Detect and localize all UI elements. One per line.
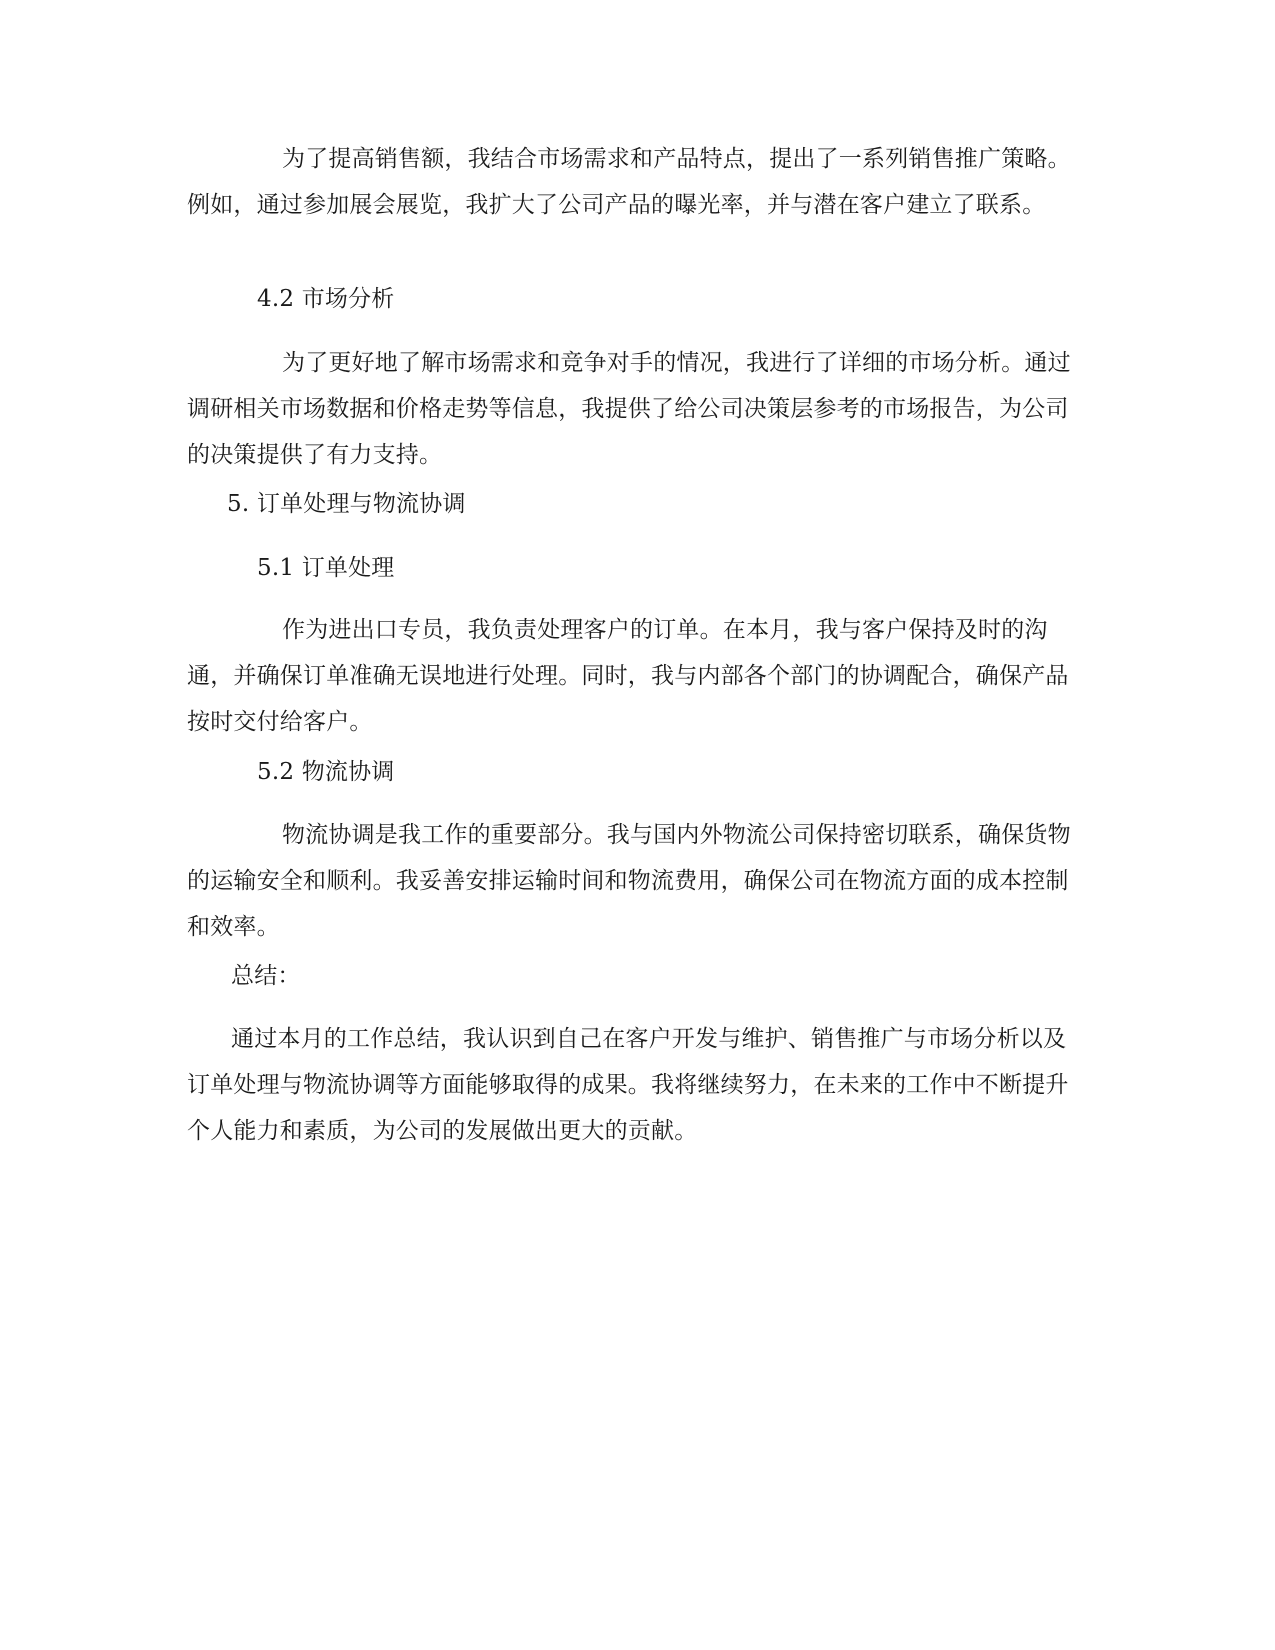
paragraph-summary: 通过本月的工作总结，我认识到自己在客户开发与维护、销售推广与市场分析以及订单处理与物流协调等方面能够取得的成果。我将继续努力，在未来的工作中不断提升个人能力和素质，为公司的发展做出更大的贡献。 — [187, 1026, 1069, 1144]
heading-logistics-coordination: 5.2 物流协调 — [257, 759, 395, 785]
heading-order-logistics: 5. 订单处理与物流协调 — [227, 491, 466, 517]
heading-market-analysis: 4.2 市场分析 — [257, 286, 395, 312]
paragraph-order-processing: 作为进出口专员，我负责处理客户的订单。在本月，我与客户保持及时的沟通，并确保订单准确无误地进行处理。同时，我与内部各个部门的协调配合，确保产品按时交付给客户。 — [187, 617, 1069, 735]
paragraph-sales-promotion: 为了提高销售额，我结合市场需求和产品特点，提出了一系列销售推广策略。例如，通过参加展会展览，我扩大了公司产品的曝光率，并与潜在客户建立了联系。 — [187, 146, 1071, 218]
paragraph-market-analysis: 为了更好地了解市场需求和竞争对手的情况，我进行了详细的市场分析。通过调研相关市场数据和价格走势等信息，我提供了给公司决策层参考的市场报告，为公司的决策提供了有力支持。 — [187, 350, 1071, 468]
summary-label: 总结： — [231, 963, 301, 989]
heading-order-processing: 5.1 订单处理 — [257, 555, 395, 581]
paragraph-logistics-coordination: 物流协调是我工作的重要部分。我与国内外物流公司保持密切联系，确保货物的运输安全和顺利。我妥善安排运输时间和物流费用，确保公司在物流方面的成本控制和效率。 — [187, 822, 1071, 940]
